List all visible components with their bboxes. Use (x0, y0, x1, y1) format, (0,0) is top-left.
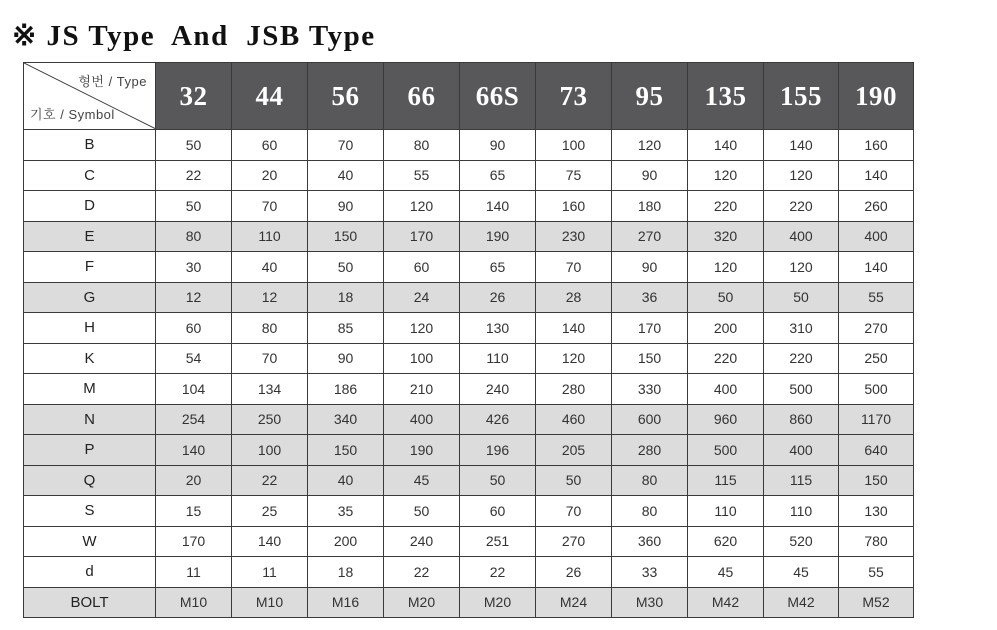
value-cell: 54 (156, 343, 232, 374)
value-cell: 90 (308, 343, 384, 374)
type-header-cell: 56 (308, 63, 384, 130)
value-cell: 50 (384, 496, 460, 527)
value-cell: 360 (612, 526, 688, 557)
value-cell: 50 (688, 282, 764, 313)
value-cell: 70 (536, 496, 612, 527)
table-row (24, 404, 914, 435)
value-cell: 220 (688, 343, 764, 374)
symbol-cell: B (24, 130, 156, 161)
value-cell: 50 (536, 465, 612, 496)
value-cell: 35 (308, 496, 384, 527)
value-cell: 15 (156, 496, 232, 527)
value-cell: 90 (308, 191, 384, 222)
value-cell: 250 (232, 404, 308, 435)
table-row (24, 160, 914, 191)
value-cell: 196 (460, 435, 536, 466)
symbol-cell: F (24, 252, 156, 283)
value-cell: 55 (384, 160, 460, 191)
value-cell: 860 (764, 404, 839, 435)
value-cell: 40 (232, 252, 308, 283)
value-cell: 60 (232, 130, 308, 161)
symbol-cell: E (24, 221, 156, 252)
table-row (24, 191, 914, 222)
value-cell: 260 (839, 191, 914, 222)
value-cell: 200 (688, 313, 764, 344)
value-cell: 110 (764, 496, 839, 527)
table-row (24, 557, 914, 588)
value-cell: M16 (308, 587, 384, 618)
value-cell: 65 (460, 252, 536, 283)
value-cell: 240 (460, 374, 536, 405)
value-cell: 220 (764, 191, 839, 222)
value-cell: 100 (536, 130, 612, 161)
type-header-cell: 155 (764, 63, 839, 130)
value-cell: 70 (232, 343, 308, 374)
value-cell: 150 (308, 221, 384, 252)
value-cell: 170 (612, 313, 688, 344)
table-row (24, 130, 914, 161)
value-cell: 500 (688, 435, 764, 466)
value-cell: 22 (384, 557, 460, 588)
value-cell: 134 (232, 374, 308, 405)
type-header-cell: 73 (536, 63, 612, 130)
value-cell: 230 (536, 221, 612, 252)
value-cell: M20 (460, 587, 536, 618)
value-cell: 50 (460, 465, 536, 496)
value-cell: 500 (764, 374, 839, 405)
value-cell: 80 (232, 313, 308, 344)
table-row (24, 435, 914, 466)
value-cell: 120 (764, 252, 839, 283)
value-cell: 254 (156, 404, 232, 435)
value-cell: 104 (156, 374, 232, 405)
value-cell: 22 (460, 557, 536, 588)
value-cell: 115 (688, 465, 764, 496)
value-cell: 400 (839, 221, 914, 252)
value-cell: M24 (536, 587, 612, 618)
value-cell: 24 (384, 282, 460, 313)
value-cell: 85 (308, 313, 384, 344)
table-row (24, 343, 914, 374)
value-cell: 40 (308, 160, 384, 191)
value-cell: 150 (612, 343, 688, 374)
value-cell: 400 (688, 374, 764, 405)
value-cell: 400 (764, 221, 839, 252)
value-cell: 80 (156, 221, 232, 252)
value-cell: M20 (384, 587, 460, 618)
value-cell: M52 (839, 587, 914, 618)
value-cell: 110 (232, 221, 308, 252)
spec-table (23, 62, 914, 618)
value-cell: 170 (156, 526, 232, 557)
value-cell: 50 (308, 252, 384, 283)
value-cell: 186 (308, 374, 384, 405)
value-cell: 120 (764, 160, 839, 191)
header-row (24, 63, 914, 130)
value-cell: 140 (839, 252, 914, 283)
value-cell: 18 (308, 557, 384, 588)
value-cell: 20 (156, 465, 232, 496)
value-cell: 500 (839, 374, 914, 405)
table-body (24, 130, 914, 618)
value-cell: 140 (232, 526, 308, 557)
type-header-cell: 135 (688, 63, 764, 130)
value-cell: 400 (764, 435, 839, 466)
value-cell: M42 (688, 587, 764, 618)
type-header-cell: 95 (612, 63, 688, 130)
symbol-cell: K (24, 343, 156, 374)
value-cell: 140 (460, 191, 536, 222)
table-row (24, 496, 914, 527)
value-cell: 120 (612, 130, 688, 161)
value-cell: 120 (384, 191, 460, 222)
value-cell: 50 (764, 282, 839, 313)
value-cell: 30 (156, 252, 232, 283)
symbol-cell: D (24, 191, 156, 222)
value-cell: 130 (839, 496, 914, 527)
value-cell: 190 (384, 435, 460, 466)
symbol-cell: BOLT (24, 587, 156, 618)
value-cell: 65 (460, 160, 536, 191)
value-cell: 1170 (839, 404, 914, 435)
value-cell: 140 (688, 130, 764, 161)
value-cell: 160 (536, 191, 612, 222)
value-cell: 40 (308, 465, 384, 496)
symbol-cell: N (24, 404, 156, 435)
value-cell: 280 (536, 374, 612, 405)
value-cell: 150 (308, 435, 384, 466)
value-cell: 26 (536, 557, 612, 588)
value-cell: 250 (839, 343, 914, 374)
value-cell: 120 (688, 252, 764, 283)
value-cell: 50 (156, 191, 232, 222)
value-cell: 22 (156, 160, 232, 191)
value-cell: 100 (232, 435, 308, 466)
value-cell: 620 (688, 526, 764, 557)
value-cell: 36 (612, 282, 688, 313)
value-cell: 340 (308, 404, 384, 435)
symbol-cell: Q (24, 465, 156, 496)
value-cell: M30 (612, 587, 688, 618)
value-cell: 80 (612, 496, 688, 527)
value-cell: 33 (612, 557, 688, 588)
value-cell: 400 (384, 404, 460, 435)
value-cell: 110 (688, 496, 764, 527)
symbol-cell: H (24, 313, 156, 344)
table-row (24, 465, 914, 496)
value-cell: 170 (384, 221, 460, 252)
type-header-cell: 66 (384, 63, 460, 130)
value-cell: 110 (460, 343, 536, 374)
value-cell: 90 (612, 252, 688, 283)
value-cell: 100 (384, 343, 460, 374)
value-cell: M10 (232, 587, 308, 618)
value-cell: 140 (536, 313, 612, 344)
value-cell: 150 (839, 465, 914, 496)
value-cell: M10 (156, 587, 232, 618)
value-cell: 270 (839, 313, 914, 344)
value-cell: 520 (764, 526, 839, 557)
value-cell: 640 (839, 435, 914, 466)
value-cell: 115 (764, 465, 839, 496)
value-cell: 75 (536, 160, 612, 191)
value-cell: 130 (460, 313, 536, 344)
value-cell: 28 (536, 282, 612, 313)
table-row (24, 313, 914, 344)
value-cell: 45 (384, 465, 460, 496)
value-cell: 140 (839, 160, 914, 191)
table-row (24, 221, 914, 252)
value-cell: 190 (460, 221, 536, 252)
value-cell: 280 (612, 435, 688, 466)
value-cell: 200 (308, 526, 384, 557)
value-cell: 205 (536, 435, 612, 466)
value-cell: 12 (232, 282, 308, 313)
value-cell: 330 (612, 374, 688, 405)
value-cell: 90 (612, 160, 688, 191)
value-cell: 426 (460, 404, 536, 435)
value-cell: 90 (460, 130, 536, 161)
value-cell: 55 (839, 557, 914, 588)
value-cell: 25 (232, 496, 308, 527)
symbol-cell: G (24, 282, 156, 313)
type-header-cell: 44 (232, 63, 308, 130)
page-title: ※ JS Type And JSB Type (12, 20, 376, 52)
value-cell: 310 (764, 313, 839, 344)
value-cell: 270 (612, 221, 688, 252)
value-cell: 80 (612, 465, 688, 496)
value-cell: 180 (612, 191, 688, 222)
value-cell: 320 (688, 221, 764, 252)
value-cell: 240 (384, 526, 460, 557)
value-cell: 20 (232, 160, 308, 191)
type-header-cell: 190 (839, 63, 914, 130)
value-cell: 70 (536, 252, 612, 283)
value-cell: 460 (536, 404, 612, 435)
type-axis-label: 형번 / Type (78, 74, 147, 89)
value-cell: 22 (232, 465, 308, 496)
symbol-cell: M (24, 374, 156, 405)
value-cell: 60 (156, 313, 232, 344)
value-cell: 210 (384, 374, 460, 405)
value-cell: 220 (688, 191, 764, 222)
value-cell: 11 (232, 557, 308, 588)
value-cell: 55 (839, 282, 914, 313)
value-cell: 50 (156, 130, 232, 161)
type-header-cell: 32 (156, 63, 232, 130)
table-row (24, 374, 914, 405)
value-cell: 11 (156, 557, 232, 588)
value-cell: 12 (156, 282, 232, 313)
value-cell: 960 (688, 404, 764, 435)
value-cell: 26 (460, 282, 536, 313)
symbol-cell: P (24, 435, 156, 466)
value-cell: 251 (460, 526, 536, 557)
value-cell: 70 (232, 191, 308, 222)
table-row (24, 587, 914, 618)
value-cell: M42 (764, 587, 839, 618)
symbol-cell: W (24, 526, 156, 557)
value-cell: 120 (384, 313, 460, 344)
corner-header-cell (24, 63, 156, 130)
symbol-cell: C (24, 160, 156, 191)
value-cell: 45 (688, 557, 764, 588)
value-cell: 120 (688, 160, 764, 191)
value-cell: 780 (839, 526, 914, 557)
value-cell: 220 (764, 343, 839, 374)
symbol-cell: d (24, 557, 156, 588)
value-cell: 160 (839, 130, 914, 161)
value-cell: 270 (536, 526, 612, 557)
symbol-cell: S (24, 496, 156, 527)
value-cell: 600 (612, 404, 688, 435)
value-cell: 45 (764, 557, 839, 588)
value-cell: 18 (308, 282, 384, 313)
value-cell: 60 (384, 252, 460, 283)
value-cell: 140 (156, 435, 232, 466)
value-cell: 140 (764, 130, 839, 161)
table-row (24, 252, 914, 283)
value-cell: 80 (384, 130, 460, 161)
value-cell: 70 (308, 130, 384, 161)
value-cell: 60 (460, 496, 536, 527)
type-header-cell: 66S (460, 63, 536, 130)
symbol-axis-label: 기호 / Symbol (30, 107, 115, 122)
table-row (24, 282, 914, 313)
table-row (24, 526, 914, 557)
value-cell: 120 (536, 343, 612, 374)
